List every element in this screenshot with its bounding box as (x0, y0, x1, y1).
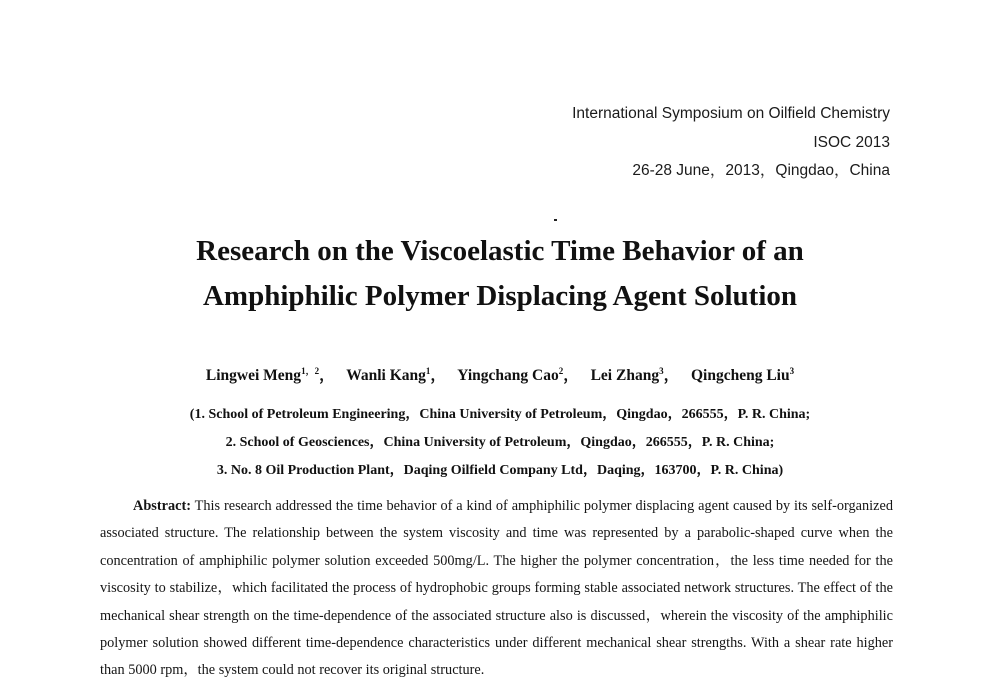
conference-date-location: 26-28 June，2013，Qingdao，China (632, 162, 890, 179)
conference-header (370, 100, 890, 186)
abstract-paragraph (100, 493, 893, 685)
author-list (60, 364, 940, 388)
abstract-label: Abstract: (133, 498, 191, 514)
author-name: Lei Zhang (590, 367, 660, 384)
author-name: Yingchang Cao (457, 367, 559, 384)
author-affiliation-mark: 3 (789, 365, 795, 376)
abstract-text: This research addressed the time behavior of a kind of amphiphilic polymer displacing agent caused by its self-organized associated structure. The relationship between the system viscosity and time was represented by a parabolic-shaped curve when the concentration of amphiphilic polymer solution exceeded 500mg/L. The higher the polymer concentration，the less time needed for the viscosity to stabilize，which facilitated the process of hydrophobic groups forming stable associated network structures. The effect of the mechanical shear strength on the time-dependence of the associated structure also is discussed，wherein the viscosity of the amphiphilic polymer solution showed different time-dependence characteristics under different mechanical shear strengths. With a shear rate higher than 5000 rpm，the system could not recover its original structure. (100, 498, 893, 679)
author-affiliation-mark: 1 (425, 365, 431, 376)
affiliation-list (60, 401, 940, 485)
author-name: Wanli Kang (346, 367, 426, 384)
author-name: Qingcheng Liu (690, 367, 790, 384)
author-affiliation-mark: 3 (659, 365, 664, 376)
author-separator: ， (319, 367, 335, 384)
paper-title (60, 229, 940, 319)
author-affiliation-mark: 1，2 (301, 365, 320, 376)
author-separator: ， (663, 367, 680, 384)
title-line-2: Amphiphilic Polymer Displacing Agent Solution (202, 280, 798, 312)
author-separator: ， (563, 367, 579, 384)
author-separator: ， (430, 367, 446, 384)
affiliation-1: (1. School of Petroleum Engineering，China University of Petroleum，Qingdao，266555，P. R. China; (189, 407, 811, 422)
scan-speck (554, 219, 557, 221)
conference-acronym: ISOC 2013 (813, 133, 890, 151)
conference-name: International Symposium on Oilfield Chemistry (572, 105, 890, 122)
affiliation-2: 2. School of Geosciences，China University of Petroleum，Qingdao，266555，P. R. China; (225, 435, 775, 450)
title-line-1: Research on the Viscoelastic Time Behavior of an (196, 235, 804, 267)
author-affiliation-mark: 2 (558, 365, 564, 376)
affiliation-3: 3. No. 8 Oil Production Plant，Daqing Oilfield Company Ltd，Daqing，163700，P. R. China) (216, 463, 784, 478)
author-name: Lingwei Meng (205, 367, 302, 384)
